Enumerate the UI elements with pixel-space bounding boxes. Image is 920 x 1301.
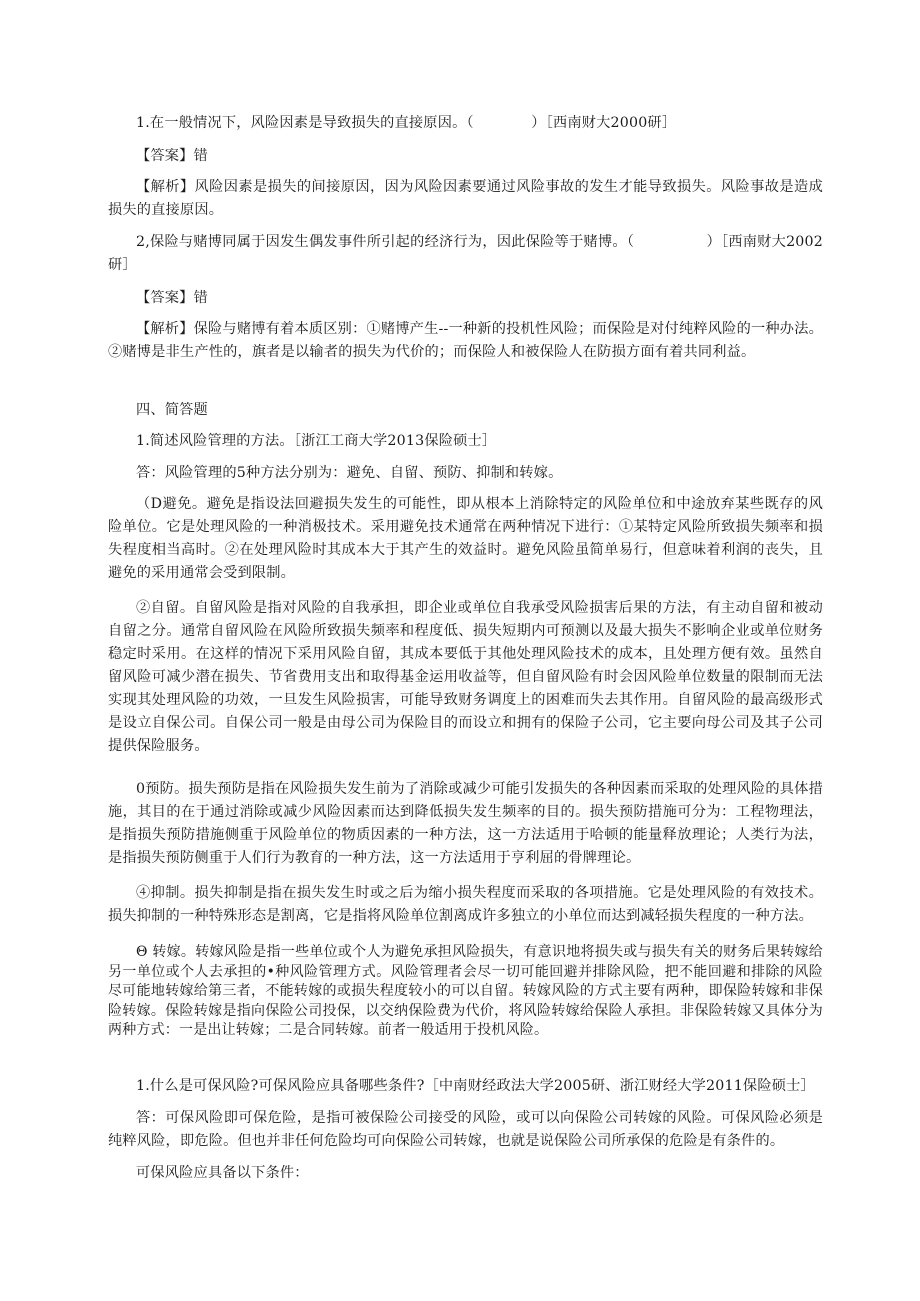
explanation-2: 【解析】保险与赌博有着本质区别：①赌博产生--一种新的投机性风险；而保险是对付纯粹风险的一种办法。②赌博是非生产性的，旗者是以输者的损失为代价的；而保险人和被保险人在防损方面有着共同利益。 [108, 321, 823, 360]
question-1: 1.在一般情况下，风险因素是导致损失的直接原因。（ ）［西南财大2000研］ [136, 115, 677, 131]
answer-2: 【答案】错 [136, 290, 208, 306]
method-transfer: Θ 转嫁。转嫁风险是指一些单位或个人为避免承担风险损失，有意识地将损失或与损失有关的财务后果转嫁给另一单位或个人去承担的•种风险管理方式。风险管理者会尽一切可能回避并排除风险，把不能回避和排除的风险尽可能地转嫁给第三者，不能转嫁的或损失程度较小的可以自留。转嫁风险的方式主要有两种，即保险转嫁和非保险转嫁。保险转嫁是指向保险公司投保，以交纳保险费为代价，将风险转嫁给保险人承担。非保险转嫁又具体分为两种方式：一是出让转嫁；二是合同转嫁。前者一般适用于投机风险。 [108, 944, 823, 1038]
answer-1: 【答案】错 [136, 148, 208, 164]
section-heading: 四、简答题 [136, 402, 208, 418]
method-suppression: ④抑制。损失抑制是指在损失发生时或之后为缩小损失程度而采取的各项措施。它是处理风险的有效技术。损失抑制的一种特殊形态是割离，它是指将风险单位割离成许多独立的小单位而达到减轻损失程度的一种方法。 [108, 885, 823, 924]
short-question-2: 1.什么是可保风险?可保风险应具备哪些条件?［中南财经政法大学2005研、浙江财经大学2011保险硕士］ [136, 1078, 815, 1094]
method-avoidance: （D避免。避免是指设法回避损失发生的可能性，即从根本上消除特定的风险单位和中途放弃某些既存的风险单位。它是处理风险的一种消极技术。采用避免技术通常在两种情况下进行：①某特定风险所致损失频率和损失程度相当高时。②在处理风险时其成本大于其产生的效益时。避免风险虽简单易行，但意味着利润的丧失，且避免的采用通常会受到限制。 [108, 496, 823, 581]
question-2: 2,保险与赌博同属于因发生偶发事件所引起的经济行为，因此保险等于赌博。（ ）［西南财大2002研］ [108, 234, 823, 273]
method-prevention: 0预防。损失预防是指在风险损失发生前为了消除或减少可能引发损失的各种因素而采取的处理风险的具体措施，其目的在于通过消除或减少风险因素而达到降低损失发生频率的目的。损失预防措施可分为：工程物理法，是指损失预防措施侧重于风险单位的物质因素的一种方法，这一方法适用于哈顿的能量释放理论；人类行为法，是指损失预防侧重于人们行为教育的一种方法，这一方法适用于亨利屈的骨牌理论。 [108, 781, 823, 866]
short-answer-2: 答：可保风险即可保危险，是指可被保险公司接受的风险，或可以向保险公司转嫁的风险。可保风险必须是纯粹风险，即危险。但也并非任何危险均可向保险公司转嫁，也就是说保险公司所承保的危险是有条件的。 [108, 1110, 823, 1149]
method-retention: ②自留。自留风险是指对风险的自我承担，即企业或单位自我承受风险损害后果的方法，有主动自留和被动自留之分。通常自留风险在风险所致损失频率和程度低、损失短期内可预测以及最大损失不影响企业或单位财务稳定时采用。在这样的情况下采用风险自留，其成本要低于其他处理风险技术的成本，且处理方便有效。虽然自留风险可减少潜在损失、节省费用支出和取得基金运用收益等，但自留风险有时会因风险单位数量的限制而无法实现其处理风险的功效，一旦发生风险损害，可能导致财务调度上的困难而失去其作用。自留风险的最高级形式是设立自保公司。自保公司一般是由母公司为保险目的而设立和拥有的保险子公司，它主要向母公司及其子公司提供保险服务。 [108, 600, 823, 754]
short-answer-intro: 答：风险管理的5种方法分别为：避免、自留、预防、抑制和转嫁。 [136, 465, 563, 481]
explanation-1: 【解析】风险因素是损失的间接原因，因为风险因素要通过风险事故的发生才能导致损失。风险事故是造成损失的直接原因。 [108, 179, 823, 218]
conditions-intro: 可保风险应具备以下条件： [136, 1165, 309, 1181]
short-question-1: 1.简述风险管理的方法。［浙江工商大学2013保险硕士］ [136, 433, 497, 449]
